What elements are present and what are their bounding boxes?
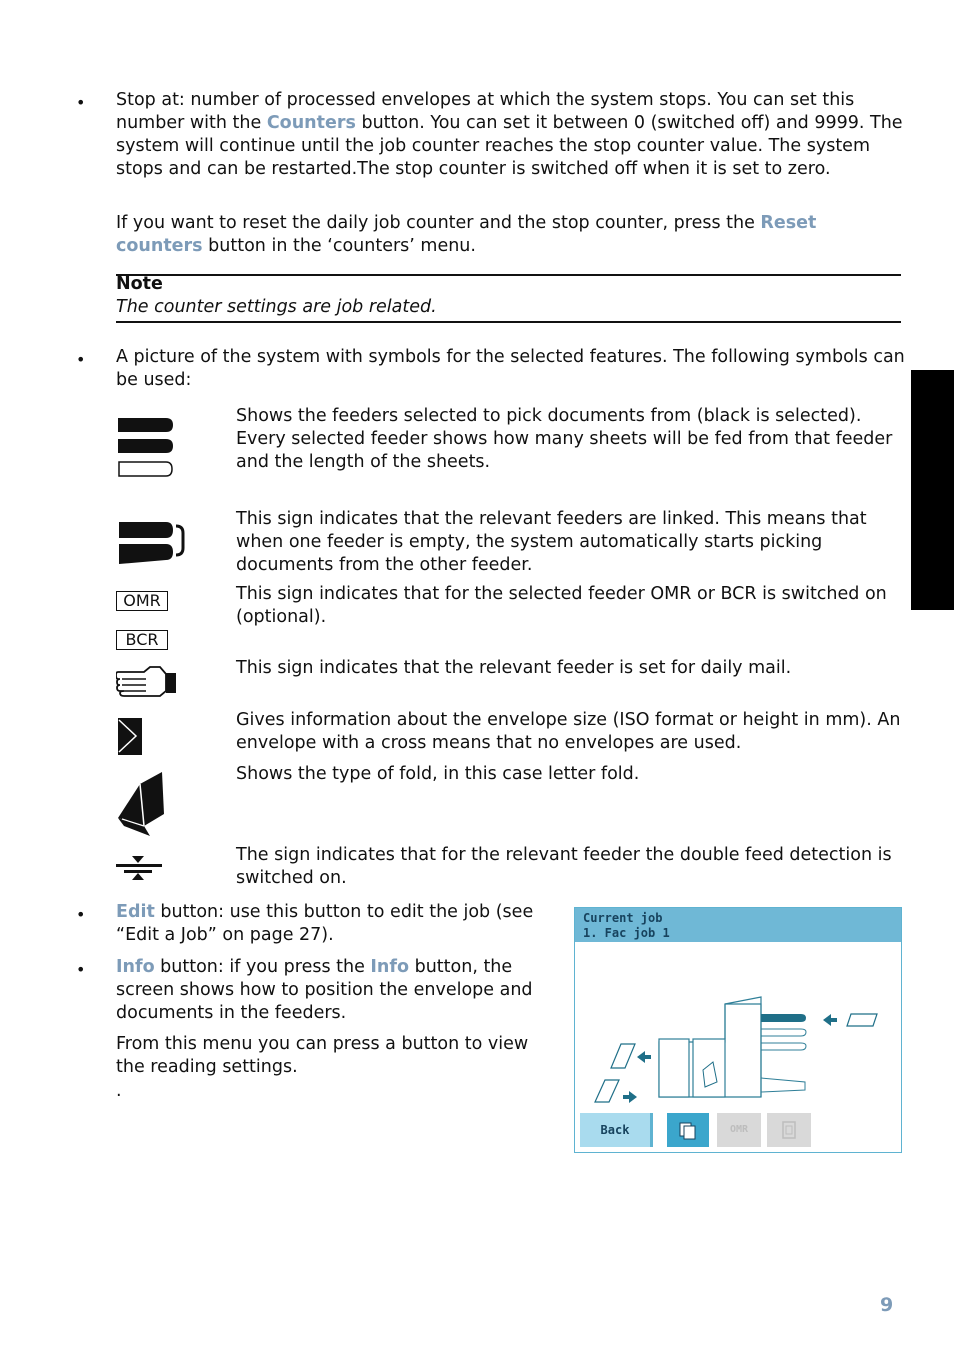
reset-counters-button-ref: Reset counters: [116, 213, 817, 256]
bullet: •: [76, 350, 86, 369]
feeders-icon: [116, 414, 178, 488]
hand-icon: [116, 664, 180, 700]
linked-description: This sign indicates that the relevant feeders are linked. This means that when one feeder is empty, the system automatically starts picking documents from the other feeder.: [236, 509, 867, 575]
counters-button-ref: Counters: [266, 113, 356, 133]
omr-bcr-description: This sign indicates that for the selected feeder OMR or BCR is switched on (optional).: [236, 584, 887, 627]
stop-at-paragraph: Stop at: number of processed envelopes at which the system stops. You can set this number with the Counters button. You can set it between 0 (switched off) and 9999. The system will continue until the job counter reaches the stop counter value. The system stops and can be restarted.The stop counter is switched off when it is set to zero.: [116, 90, 903, 179]
double-feed-description: The sign indicates that for the relevant feeder the double feed detection is switched on.: [236, 845, 892, 888]
page-number: 9: [880, 1294, 894, 1316]
info-button-ref: Info: [116, 957, 155, 977]
note-title: Note: [116, 274, 163, 294]
letter-fold-icon: [114, 770, 168, 838]
envelope-description: Gives information about the envelope size (ISO format or height in mm). An envelope with a cross means that no envelopes are used.: [236, 710, 901, 753]
screen-header: [575, 908, 901, 942]
current-job-screen: [574, 907, 902, 1153]
bullet: •: [76, 960, 86, 979]
daily-mail-description: This sign indicates that the relevant feeder is set for daily mail.: [236, 658, 792, 678]
envelope-icon: [116, 716, 146, 758]
screen-subtitle: 1. Fac job 1: [583, 926, 670, 940]
feeders-description: Shows the feeders selected to pick documents from (black is selected). Every selected feeder shows how many sheets will be fed from that feeder and the length of the sheets.: [236, 406, 893, 472]
trailing-dot: .: [116, 1081, 122, 1101]
fold-description: Shows the type of fold, in this case letter fold.: [236, 764, 640, 784]
chapter-tab: [911, 370, 954, 610]
edit-paragraph: Edit button: use this button to edit the job (see “Edit a Job” on page 27).: [116, 902, 534, 945]
linked-feeders-icon: [116, 518, 186, 568]
symbols-intro: A picture of the system with symbols for the selected features. The following symbols can be used:: [116, 347, 905, 390]
screen-title: Current job: [583, 911, 663, 925]
documents-icon: [667, 1113, 709, 1147]
bullet: •: [76, 905, 86, 924]
note-top-rule: [116, 274, 901, 276]
omr-button[interactable]: OMR: [717, 1113, 761, 1147]
documents-button[interactable]: [667, 1113, 709, 1147]
info-paragraph: Info button: if you press the Info button, the screen shows how to position the envelope and documents in the feeders.: [116, 957, 533, 1023]
envelope-button-icon: [767, 1113, 811, 1147]
back-button[interactable]: Back: [580, 1113, 653, 1147]
menu-paragraph: From this menu you can press a button to view the reading settings.: [116, 1034, 529, 1077]
bcr-label: BCR: [116, 630, 168, 650]
omr-label: OMR: [116, 591, 168, 611]
bullet: •: [76, 93, 86, 112]
system-diagram: [575, 942, 901, 1112]
note-bottom-rule: [116, 321, 901, 323]
envelope-button[interactable]: [767, 1113, 811, 1147]
edit-button-ref: Edit: [116, 902, 155, 922]
double-feed-icon: [114, 853, 164, 883]
reset-paragraph: If you want to reset the daily job counter and the stop counter, press the Reset counters button in the ‘counters’ menu.: [116, 213, 817, 256]
note-text: The counter settings are job related.: [116, 297, 437, 317]
